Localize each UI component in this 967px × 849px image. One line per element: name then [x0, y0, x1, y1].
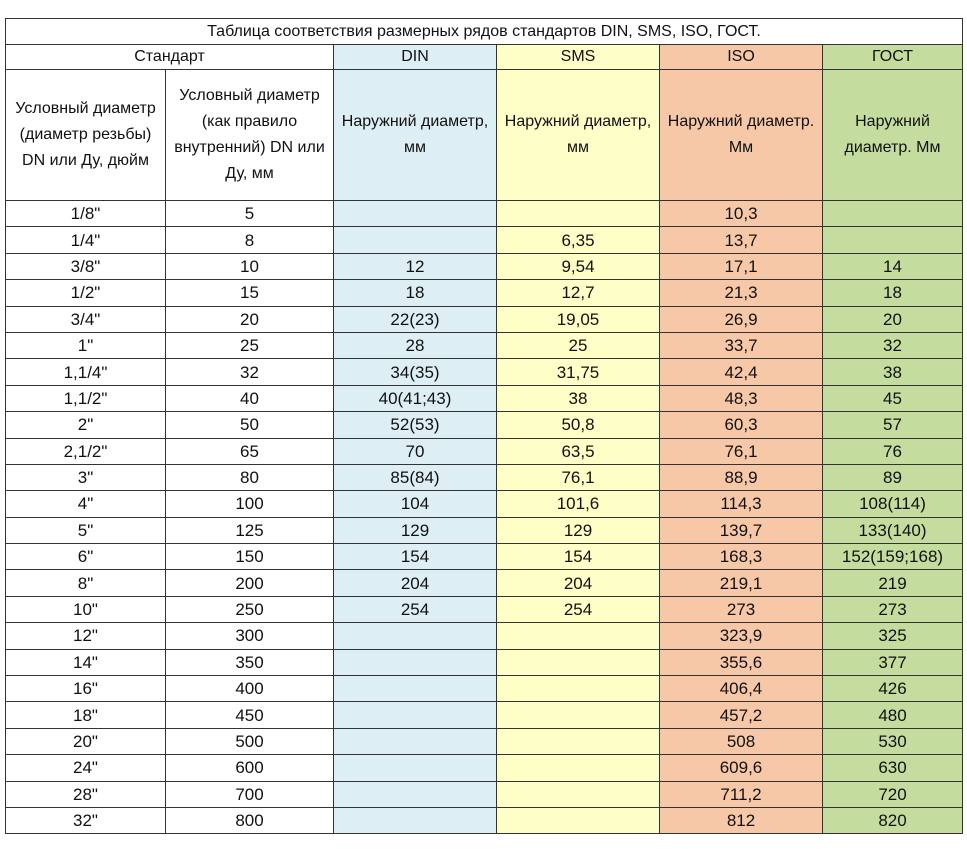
cell-iso: 139,7 [660, 517, 823, 543]
table-row [6, 728, 963, 754]
cell-sms: 254 [497, 596, 660, 622]
table-row [6, 781, 963, 807]
cell-sms: 9,54 [497, 253, 660, 279]
cell-gost: 108(114) [823, 491, 963, 517]
cell-din [334, 201, 497, 227]
cell-sms [497, 728, 660, 754]
cell-gost: 820 [823, 807, 963, 833]
cell-mm: 250 [166, 596, 334, 622]
cell-gost: 32 [823, 332, 963, 358]
cell-mm: 150 [166, 544, 334, 570]
cell-inch: 3" [6, 464, 166, 490]
cell-inch: 1/8" [6, 201, 166, 227]
cell-mm: 5 [166, 201, 334, 227]
cell-mm: 450 [166, 702, 334, 728]
cell-inch: 1,1/2" [6, 385, 166, 411]
cell-inch: 1" [6, 332, 166, 358]
cell-inch: 10" [6, 596, 166, 622]
cell-inch: 2,1/2" [6, 438, 166, 464]
cell-mm: 32 [166, 359, 334, 385]
header-mm: Условный диаметр (как правило внутренний) DN или Ду, мм [166, 70, 334, 201]
table-row [6, 280, 963, 306]
cell-mm: 10 [166, 253, 334, 279]
cell-sms [497, 755, 660, 781]
cell-iso: 76,1 [660, 438, 823, 464]
cell-iso: 33,7 [660, 332, 823, 358]
cell-sms [497, 623, 660, 649]
cell-din: 204 [334, 570, 497, 596]
table-row [6, 702, 963, 728]
table-row [6, 623, 963, 649]
cell-din: 70 [334, 438, 497, 464]
cell-mm: 8 [166, 227, 334, 253]
cell-iso: 812 [660, 807, 823, 833]
cell-inch: 14" [6, 649, 166, 675]
table-row [6, 755, 963, 781]
cell-mm: 500 [166, 728, 334, 754]
cell-sms: 50,8 [497, 412, 660, 438]
cell-iso: 711,2 [660, 781, 823, 807]
cell-gost: 18 [823, 280, 963, 306]
cell-inch: 1/2" [6, 280, 166, 306]
cell-din: 129 [334, 517, 497, 543]
cell-gost: 720 [823, 781, 963, 807]
cell-iso: 10,3 [660, 201, 823, 227]
table-row [6, 438, 963, 464]
table-title: Таблица соответствия размерных рядов стандартов DIN, SMS, ISO, ГОСТ. [6, 19, 963, 45]
cell-inch: 6" [6, 544, 166, 570]
standard-label: Стандарт [6, 45, 334, 70]
cell-gost [823, 201, 963, 227]
cell-inch: 8" [6, 570, 166, 596]
standard-iso: ISO [660, 45, 823, 70]
cell-gost: 325 [823, 623, 963, 649]
cell-din [334, 728, 497, 754]
cell-inch: 3/8" [6, 253, 166, 279]
cell-gost: 20 [823, 306, 963, 332]
cell-sms: 6,35 [497, 227, 660, 253]
cell-mm: 200 [166, 570, 334, 596]
header-iso: Наружний диаметр. Мм [660, 70, 823, 201]
cell-mm: 800 [166, 807, 334, 833]
table-row [6, 227, 963, 253]
cell-mm: 300 [166, 623, 334, 649]
cell-sms [497, 702, 660, 728]
cell-sms: 101,6 [497, 491, 660, 517]
cell-mm: 400 [166, 676, 334, 702]
cell-din [334, 755, 497, 781]
header-din: Наружний диаметр, мм [334, 70, 497, 201]
cell-din: 18 [334, 280, 497, 306]
cell-din: 12 [334, 253, 497, 279]
cell-gost: 426 [823, 676, 963, 702]
table-row [6, 544, 963, 570]
cell-iso: 273 [660, 596, 823, 622]
cell-inch: 2" [6, 412, 166, 438]
cell-iso: 508 [660, 728, 823, 754]
cell-mm: 20 [166, 306, 334, 332]
cell-sms [497, 781, 660, 807]
dimension-table [5, 18, 963, 834]
cell-iso: 219,1 [660, 570, 823, 596]
cell-din: 22(23) [334, 306, 497, 332]
cell-mm: 50 [166, 412, 334, 438]
cell-sms: 12,7 [497, 280, 660, 306]
cell-gost: 45 [823, 385, 963, 411]
cell-sms [497, 649, 660, 675]
cell-din [334, 623, 497, 649]
cell-iso: 88,9 [660, 464, 823, 490]
cell-inch: 12" [6, 623, 166, 649]
cell-din: 28 [334, 332, 497, 358]
standard-din: DIN [334, 45, 497, 70]
cell-inch: 20" [6, 728, 166, 754]
cell-sms: 204 [497, 570, 660, 596]
cell-din: 154 [334, 544, 497, 570]
cell-gost: 133(140) [823, 517, 963, 543]
cell-gost: 152(159;168) [823, 544, 963, 570]
cell-gost [823, 227, 963, 253]
table-row [6, 253, 963, 279]
cell-mm: 15 [166, 280, 334, 306]
cell-inch: 3/4" [6, 306, 166, 332]
cell-din [334, 676, 497, 702]
cell-gost: 38 [823, 359, 963, 385]
cell-inch: 1,1/4" [6, 359, 166, 385]
cell-mm: 65 [166, 438, 334, 464]
cell-iso: 21,3 [660, 280, 823, 306]
cell-iso: 42,4 [660, 359, 823, 385]
cell-din [334, 649, 497, 675]
table-row [6, 385, 963, 411]
cell-mm: 600 [166, 755, 334, 781]
cell-din: 104 [334, 491, 497, 517]
cell-din [334, 807, 497, 833]
cell-sms [497, 807, 660, 833]
header-inch: Условный диаметр (диаметр резьбы) DN или Ду, дюйм [6, 70, 166, 201]
cell-gost: 377 [823, 649, 963, 675]
cell-sms: 31,75 [497, 359, 660, 385]
cell-mm: 100 [166, 491, 334, 517]
table-row [6, 306, 963, 332]
cell-din [334, 702, 497, 728]
cell-mm: 40 [166, 385, 334, 411]
cell-sms: 19,05 [497, 306, 660, 332]
cell-iso: 48,3 [660, 385, 823, 411]
table-row [6, 464, 963, 490]
cell-sms: 129 [497, 517, 660, 543]
table-row [6, 201, 963, 227]
cell-iso: 406,4 [660, 676, 823, 702]
cell-gost: 89 [823, 464, 963, 490]
cell-inch: 28" [6, 781, 166, 807]
cell-inch: 18" [6, 702, 166, 728]
cell-gost: 14 [823, 253, 963, 279]
cell-iso: 60,3 [660, 412, 823, 438]
cell-din: 52(53) [334, 412, 497, 438]
cell-sms [497, 201, 660, 227]
cell-inch: 1/4" [6, 227, 166, 253]
cell-sms: 154 [497, 544, 660, 570]
table-row [6, 596, 963, 622]
table-row [6, 807, 963, 833]
standard-sms: SMS [497, 45, 660, 70]
cell-iso: 26,9 [660, 306, 823, 332]
cell-sms: 38 [497, 385, 660, 411]
cell-gost: 630 [823, 755, 963, 781]
cell-inch: 32" [6, 807, 166, 833]
table-row [6, 570, 963, 596]
table-row [6, 412, 963, 438]
cell-iso: 17,1 [660, 253, 823, 279]
cell-din: 85(84) [334, 464, 497, 490]
header-gost: Наружний диаметр. Мм [823, 70, 963, 201]
cell-mm: 125 [166, 517, 334, 543]
cell-mm: 80 [166, 464, 334, 490]
cell-iso: 355,6 [660, 649, 823, 675]
cell-gost: 480 [823, 702, 963, 728]
cell-inch: 24" [6, 755, 166, 781]
standard-gost: ГОСТ [823, 45, 963, 70]
cell-inch: 4" [6, 491, 166, 517]
table-row [6, 676, 963, 702]
table-row [6, 649, 963, 675]
cell-mm: 25 [166, 332, 334, 358]
cell-iso: 323,9 [660, 623, 823, 649]
cell-sms: 76,1 [497, 464, 660, 490]
cell-mm: 700 [166, 781, 334, 807]
cell-din [334, 781, 497, 807]
cell-gost: 76 [823, 438, 963, 464]
table-row [6, 332, 963, 358]
cell-sms: 63,5 [497, 438, 660, 464]
table-row [6, 517, 963, 543]
table-row [6, 491, 963, 517]
table-row [6, 359, 963, 385]
cell-iso: 13,7 [660, 227, 823, 253]
cell-sms [497, 676, 660, 702]
cell-inch: 5" [6, 517, 166, 543]
cell-din: 254 [334, 596, 497, 622]
cell-din [334, 227, 497, 253]
cell-din: 40(41;43) [334, 385, 497, 411]
header-sms: Наружний диаметр, мм [497, 70, 660, 201]
cell-gost: 530 [823, 728, 963, 754]
cell-gost: 273 [823, 596, 963, 622]
cell-din: 34(35) [334, 359, 497, 385]
cell-mm: 350 [166, 649, 334, 675]
cell-iso: 168,3 [660, 544, 823, 570]
cell-inch: 16" [6, 676, 166, 702]
cell-gost: 57 [823, 412, 963, 438]
cell-iso: 609,6 [660, 755, 823, 781]
cell-iso: 457,2 [660, 702, 823, 728]
cell-sms: 25 [497, 332, 660, 358]
cell-gost: 219 [823, 570, 963, 596]
cell-iso: 114,3 [660, 491, 823, 517]
